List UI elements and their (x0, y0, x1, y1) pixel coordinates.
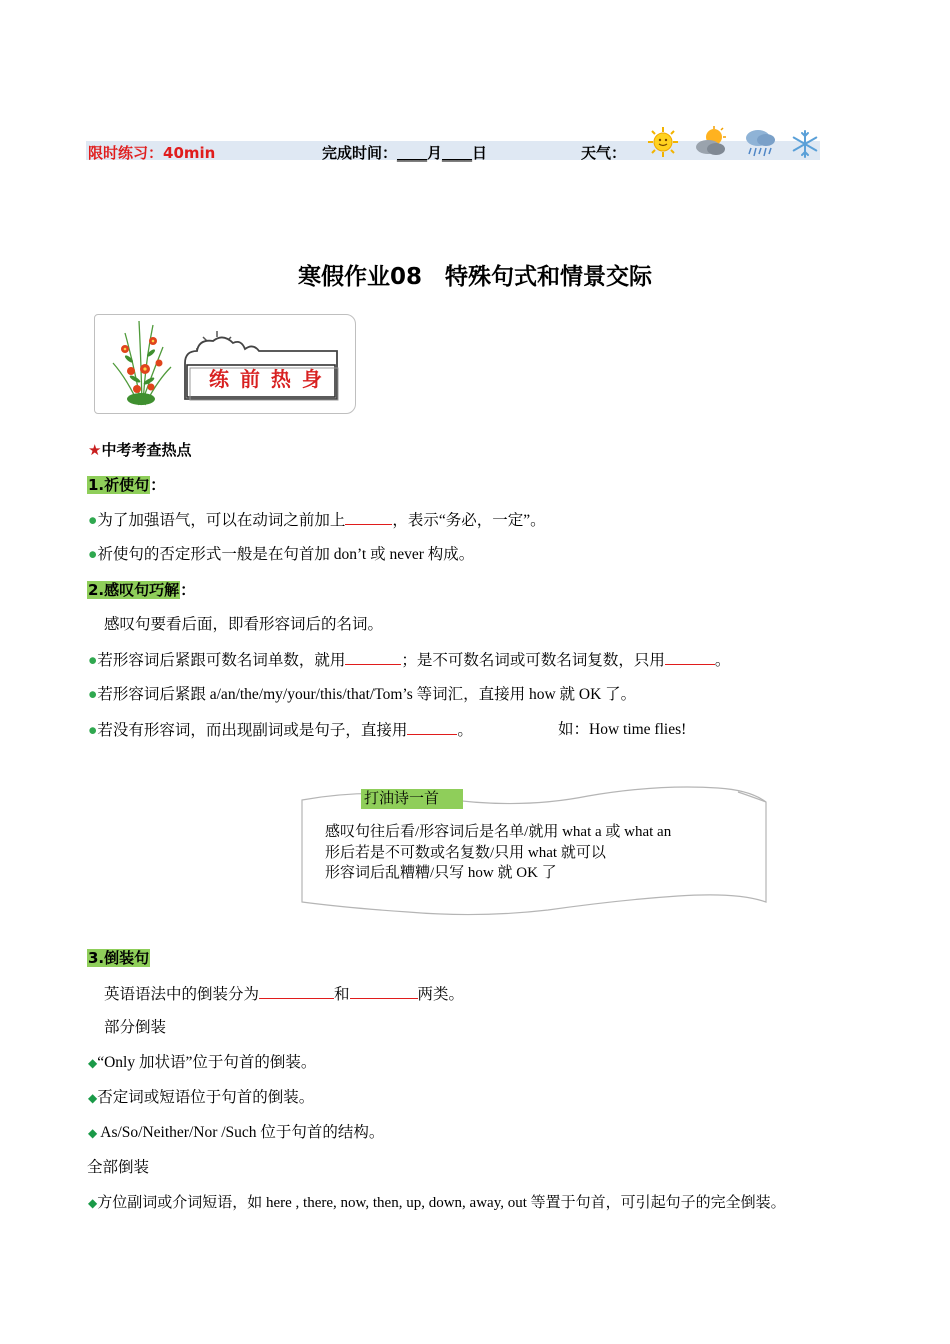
section1-bullet1-text-a: 为了加强语气，可以在动词之前加上 (97, 512, 346, 529)
section2-example: 如：How time flies! (558, 721, 687, 738)
partial-item (88, 1123, 384, 1143)
section2-bullet1-text-a: 若形容词后紧跟可数名词单数，就用 (97, 652, 346, 669)
month-label: 月 (427, 144, 443, 162)
day-blank: ____ (442, 144, 473, 162)
partial-item (88, 1088, 314, 1108)
section2-intro: 感叹句要看后面，即看形容词后的名词。 (104, 616, 384, 633)
rain-cloud-icon (743, 127, 777, 159)
month-blank: ____ (397, 144, 428, 162)
poem-title: 打油诗一首 (361, 789, 463, 809)
section2-bullet2-text: 若形容词后紧跟 a/an/the/my/your/this/that/Tom’s 等词汇，直接用 how 就 OK 了。 (97, 686, 637, 703)
poem-line: 形容词后乱糟糟/只写 how 就 OK 了 (325, 865, 557, 881)
practice-time-label: 限时练习：40min (88, 144, 216, 162)
answer-blank (350, 984, 418, 999)
bullet-dot-icon: ● (88, 686, 98, 703)
full-item (88, 1193, 786, 1213)
section3-intro (104, 984, 464, 1005)
bullet-dot-icon: ● (88, 722, 98, 739)
section3-heading (87, 948, 150, 969)
section1-colon: ： (150, 477, 166, 494)
star-icon: ★ (88, 441, 102, 459)
weather-label: 天气： (581, 144, 627, 162)
answer-blank (259, 984, 334, 999)
completion-label: 完成时间： (322, 144, 398, 162)
bullet-diamond-icon: ◆ (88, 1126, 98, 1140)
bullet-dot-icon: ● (88, 512, 98, 529)
section3-intro-text-a: 英语语法中的倒装分为 (104, 986, 260, 1003)
poem-line: 感叹句往后看/形容词后是名单/就用 what a 或 what an (325, 824, 672, 840)
section2-heading (87, 580, 196, 601)
answer-blank (345, 510, 392, 525)
bullet-dot-icon: ● (88, 652, 98, 669)
section2-colon: ： (180, 582, 196, 599)
partial-item-text: As/So/Neither/Nor /Such 位于句首的结构。 (97, 1124, 385, 1141)
section1-bullet1 (88, 510, 546, 531)
section2-bullet1 (88, 650, 730, 671)
partial-inversion-label: 部分倒装 (104, 1019, 167, 1036)
poem-line: 形后若是不可数或名复数/只用 what 就可以 (325, 844, 606, 861)
section2-bullet3-text-b: 。 (457, 722, 473, 739)
section2-bullet3 (88, 720, 473, 741)
section2-bullet1-text-b: ；是不可数名词或可数名词复数，只用 (401, 652, 665, 669)
partial-item (88, 1053, 316, 1073)
bullet-diamond-icon: ◆ (88, 1196, 98, 1210)
completion-time (322, 142, 487, 163)
section2-title: 2.感叹句巧解 (88, 581, 180, 599)
page-title: 寒假作业08 特殊句式和情景交际 (297, 264, 652, 290)
section1-bullet2-text: 祈使句的否定形式一般是在句首加 don’t 或 never 构成。 (97, 546, 475, 563)
banner-label: 练 前 热 身 (209, 367, 324, 391)
section2-bullet2 (88, 685, 636, 705)
poem-body (325, 822, 671, 884)
section3-title: 3.倒装句 (88, 949, 150, 967)
section2-bullet1-text-c: 。 (714, 652, 731, 669)
section1-bullet2 (88, 545, 474, 565)
day-label: 日 (472, 144, 488, 162)
answer-blank (345, 650, 401, 665)
sun-icon (645, 126, 681, 158)
bullet-dot-icon: ● (88, 546, 98, 563)
partly-cloudy-icon (694, 126, 730, 158)
section1-heading (87, 475, 166, 496)
section1-title: 1.祈使句 (88, 476, 150, 494)
bullet-diamond-icon: ◆ (88, 1091, 98, 1105)
section1-bullet1-text-b: ，表示“务必，一定”。 (392, 512, 546, 529)
section3-intro-text-b: 和 (334, 986, 350, 1003)
section3-intro-text-c: 两类。 (417, 986, 465, 1003)
flower-plant-icon (105, 319, 177, 407)
partial-item-text: 否定词或短语位于句首的倒装。 (97, 1089, 315, 1106)
bullet-diamond-icon: ◆ (88, 1056, 98, 1070)
hot-points-label: 中考考查热点 (101, 441, 192, 459)
warmup-banner (94, 314, 356, 414)
answer-blank (407, 720, 457, 735)
section2-bullet3-text-a: 若没有形容词，而出现副词或是句子，直接用 (97, 722, 408, 739)
full-item-text: 方位副词或介词短语，如 here , there, now, then, up, down, away, out 等置于句首，可引起句子的完全倒装。 (97, 1195, 786, 1211)
answer-blank (665, 650, 715, 665)
partial-item-text: “Only 加状语”位于句首的倒装。 (97, 1054, 317, 1071)
snowflake-icon (790, 129, 820, 159)
hot-points-heading (88, 440, 191, 460)
full-inversion-label: 全部倒装 (87, 1159, 150, 1176)
